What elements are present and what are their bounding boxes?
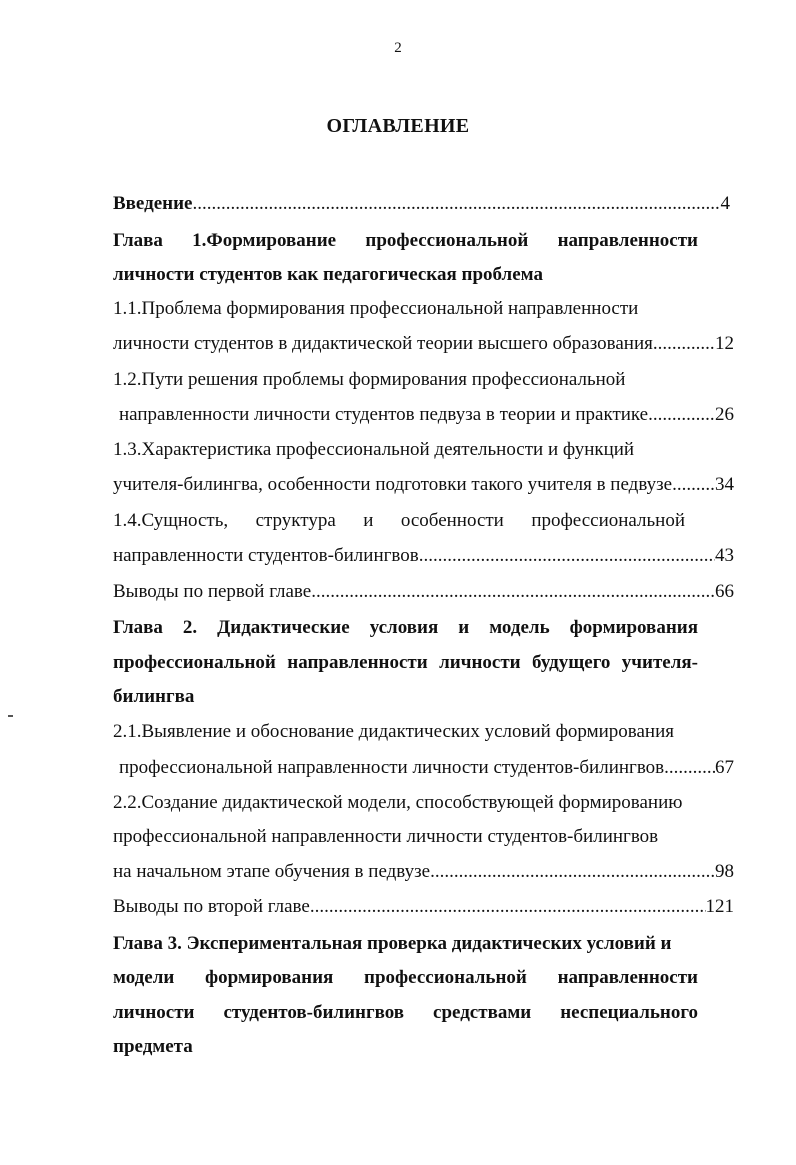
toc-leader (653, 332, 715, 356)
chapter-1-heading-line-1[interactable]: Глава 1.Формирование профессиональной направленности (113, 230, 698, 251)
chapter-3-heading-line-4[interactable]: предмета (113, 1036, 193, 1057)
chapter-2-heading-line-2[interactable]: профессиональной направленности личности будущего учителя- (113, 652, 698, 673)
toc-leader (672, 473, 715, 497)
toc-leader (310, 895, 706, 919)
toc-leader (664, 756, 715, 780)
toc-leader (648, 403, 715, 427)
toc-page: 4 (720, 193, 730, 214)
toc-entry-1-1[interactable] (113, 332, 734, 356)
toc-page: 34 (715, 474, 734, 495)
toc-entry-2-1-line-1[interactable]: 2.1.Выявление и обоснование дидактических условий формирования (113, 721, 675, 742)
toc-page: 67 (715, 757, 734, 778)
toc-title: на начальном этапе обучения в педвузе (113, 861, 431, 882)
toc-entry-1-3-line-1[interactable]: 1.3.Характеристика профессиональной деятельности и функций (113, 439, 635, 460)
page-title: ОГЛАВЛЕНИЕ (326, 115, 470, 137)
page-number: 2 (394, 40, 402, 56)
toc-title: направленности студентов-билингвов (113, 545, 419, 566)
toc-entry-2-1[interactable] (119, 756, 734, 780)
toc-entry-2-2-line-1[interactable]: 2.2.Создание дидактической модели, способствующей формированию (113, 792, 683, 813)
toc-leader (311, 580, 715, 604)
toc-entry-conclusion-1[interactable] (113, 580, 734, 604)
toc-entry-1-4-line-1[interactable]: 1.4.Сущность, структура и особенности профессиональной (113, 510, 685, 531)
toc-page: 121 (705, 896, 734, 917)
toc-title: Выводы по первой главе (113, 581, 312, 602)
toc-title: Выводы по второй главе (113, 896, 310, 917)
toc-entry-conclusion-2[interactable] (113, 895, 734, 919)
toc-entry-2-2[interactable] (113, 860, 734, 884)
toc-page: 12 (715, 333, 734, 354)
chapter-2-heading-line-3[interactable]: билингва (113, 686, 195, 707)
chapter-2-heading-line-1[interactable]: Глава 2. Дидактические условия и модель формирования (113, 617, 698, 638)
toc-title: Введение (113, 193, 193, 214)
toc-entry-1-2-line-1[interactable]: 1.2.Пути решения проблемы формирования профессиональной (113, 369, 626, 390)
toc-leader (193, 192, 721, 216)
toc-leader (419, 544, 715, 568)
chapter-3-heading-line-3[interactable]: личности студентов-билингвов средствами неспециального (113, 1002, 698, 1023)
chapter-3-heading-line-1[interactable]: Глава 3. Экспериментальная проверка дидактических условий и (113, 933, 672, 954)
toc-entry-1-3[interactable] (113, 473, 734, 497)
toc-page: 43 (715, 545, 734, 566)
toc-title: профессиональной направленности личности студентов-билингвов (119, 757, 665, 778)
toc-entry-1-2[interactable] (119, 403, 734, 427)
toc-entry-2-2-line-2[interactable]: профессиональной направленности личности студентов-билингвов (113, 826, 659, 847)
toc-title: направленности личности студентов педвуза в теории и практике (119, 404, 649, 425)
chapter-3-heading-line-2[interactable]: модели формирования профессиональной направленности (113, 967, 698, 988)
chapter-1-heading-line-2[interactable]: личности студентов как педагогическая проблема (113, 264, 543, 285)
toc-entry-1-4[interactable] (113, 544, 734, 568)
toc-entry-1-1-line-1[interactable]: 1.1.Проблема формирования профессиональной направленности (113, 298, 639, 319)
toc-page: 26 (715, 404, 734, 425)
toc-entry-introduction[interactable] (113, 192, 730, 216)
toc-page: 66 (715, 581, 734, 602)
scan-mark (8, 715, 13, 717)
toc-leader (430, 860, 715, 884)
toc-page: 98 (715, 861, 734, 882)
toc-title: личности студентов в дидактической теории высшего образования (113, 333, 653, 354)
toc-title: учителя-билингва, особенности подготовки такого учителя в педвузе (113, 474, 673, 495)
